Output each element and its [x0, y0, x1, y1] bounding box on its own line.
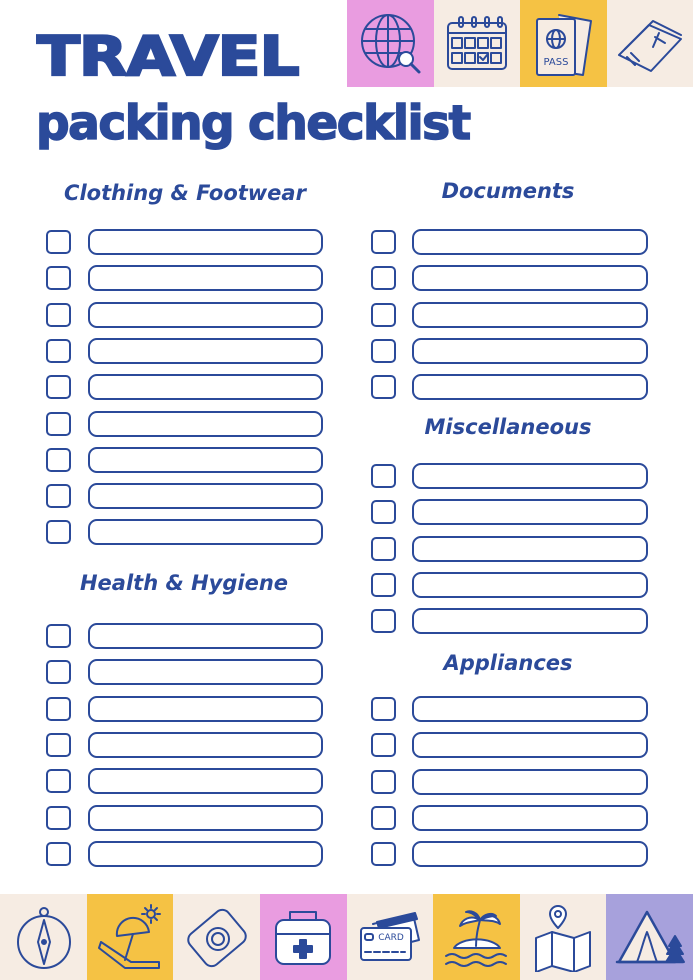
misc-checkbox[interactable]	[371, 573, 396, 597]
health-item-field[interactable]	[88, 623, 323, 649]
clothing-item-field[interactable]	[88, 411, 323, 437]
health-checkbox[interactable]	[46, 697, 71, 721]
camera-icon	[182, 902, 252, 972]
health-checkbox[interactable]	[46, 733, 71, 757]
compass-icon	[9, 902, 79, 972]
appliances-item-field[interactable]	[412, 805, 648, 831]
misc-checkbox[interactable]	[371, 464, 396, 488]
plane-ticket-icon	[615, 9, 685, 79]
passport-icon	[529, 9, 599, 79]
clothing-checkbox[interactable]	[46, 520, 71, 544]
health-checkbox[interactable]	[46, 624, 71, 648]
clothing-item-field[interactable]	[88, 374, 323, 400]
top-tile-1	[347, 0, 434, 87]
misc-checkbox[interactable]	[371, 609, 396, 633]
documents-checkbox[interactable]	[371, 375, 396, 399]
title-travel: TRAVEL	[37, 25, 299, 89]
top-tile-3	[520, 0, 607, 87]
heading-clothing: Clothing & Footwear	[64, 181, 306, 205]
bottom-tile-2	[87, 894, 174, 980]
misc-item-field[interactable]	[412, 463, 648, 489]
clothing-checkbox[interactable]	[46, 375, 71, 399]
appliances-item-field[interactable]	[412, 841, 648, 867]
clothing-item-field[interactable]	[88, 338, 323, 364]
clothing-checkbox[interactable]	[46, 339, 71, 363]
health-item-field[interactable]	[88, 732, 323, 758]
health-checkbox[interactable]	[46, 842, 71, 866]
appliances-checkbox[interactable]	[371, 733, 396, 757]
health-checkbox[interactable]	[46, 660, 71, 684]
health-checkbox[interactable]	[46, 806, 71, 830]
heading-misc: Miscellaneous	[424, 415, 592, 439]
tent-icon	[615, 902, 685, 972]
documents-item-field[interactable]	[412, 302, 648, 328]
heading-health: Health & Hygiene	[79, 571, 289, 595]
appliances-checkbox[interactable]	[371, 770, 396, 794]
bottom-tile-4	[260, 894, 347, 980]
heading-documents: Documents	[441, 179, 575, 203]
documents-checkbox[interactable]	[371, 303, 396, 327]
clothing-item-field[interactable]	[88, 447, 323, 473]
clothing-checkbox[interactable]	[46, 448, 71, 472]
clothing-checkbox[interactable]	[46, 484, 71, 508]
globe-search-icon	[356, 9, 426, 79]
misc-item-field[interactable]	[412, 536, 648, 562]
misc-item-field[interactable]	[412, 608, 648, 634]
clothing-item-field[interactable]	[88, 519, 323, 545]
credit-card-icon	[355, 902, 425, 972]
title-packing-checklist: packing checklist	[36, 96, 470, 151]
clothing-item-field[interactable]	[88, 229, 323, 255]
clothing-item-field[interactable]	[88, 265, 323, 291]
clothing-checkbox[interactable]	[46, 303, 71, 327]
map-pin-icon	[528, 902, 598, 972]
sunbed-umbrella-icon	[95, 902, 165, 972]
health-item-field[interactable]	[88, 768, 323, 794]
documents-item-field[interactable]	[412, 229, 648, 255]
appliances-item-field[interactable]	[412, 696, 648, 722]
first-aid-kit-icon	[268, 902, 338, 972]
health-item-field[interactable]	[88, 659, 323, 685]
svg-text:PASS: PASS	[543, 56, 568, 68]
palm-island-icon	[442, 902, 512, 972]
documents-checkbox[interactable]	[371, 339, 396, 363]
bottom-tile-3	[173, 894, 260, 980]
documents-item-field[interactable]	[412, 338, 648, 364]
appliances-checkbox[interactable]	[371, 697, 396, 721]
misc-item-field[interactable]	[412, 572, 648, 598]
appliances-item-field[interactable]	[412, 732, 648, 758]
documents-item-field[interactable]	[412, 265, 648, 291]
clothing-checkbox[interactable]	[46, 266, 71, 290]
appliances-item-field[interactable]	[412, 769, 648, 795]
bottom-tile-6	[433, 894, 520, 980]
heading-appliances: Appliances	[443, 651, 573, 675]
clothing-checkbox[interactable]	[46, 412, 71, 436]
misc-item-field[interactable]	[412, 499, 648, 525]
documents-checkbox[interactable]	[371, 230, 396, 254]
bottom-tile-5	[347, 894, 434, 980]
appliances-checkbox[interactable]	[371, 842, 396, 866]
misc-checkbox[interactable]	[371, 500, 396, 524]
bottom-tile-8	[606, 894, 693, 980]
top-tile-2	[434, 0, 521, 87]
health-checkbox[interactable]	[46, 769, 71, 793]
health-item-field[interactable]	[88, 805, 323, 831]
documents-item-field[interactable]	[412, 374, 648, 400]
health-item-field[interactable]	[88, 696, 323, 722]
appliances-checkbox[interactable]	[371, 806, 396, 830]
misc-checkbox[interactable]	[371, 537, 396, 561]
clothing-item-field[interactable]	[88, 302, 323, 328]
health-item-field[interactable]	[88, 841, 323, 867]
bottom-tile-7	[520, 894, 607, 980]
clothing-item-field[interactable]	[88, 483, 323, 509]
calendar-icon	[442, 9, 512, 79]
top-tile-4	[607, 0, 693, 87]
svg-text:CARD: CARD	[378, 933, 404, 943]
clothing-checkbox[interactable]	[46, 230, 71, 254]
documents-checkbox[interactable]	[371, 266, 396, 290]
bottom-tile-1	[0, 894, 87, 980]
